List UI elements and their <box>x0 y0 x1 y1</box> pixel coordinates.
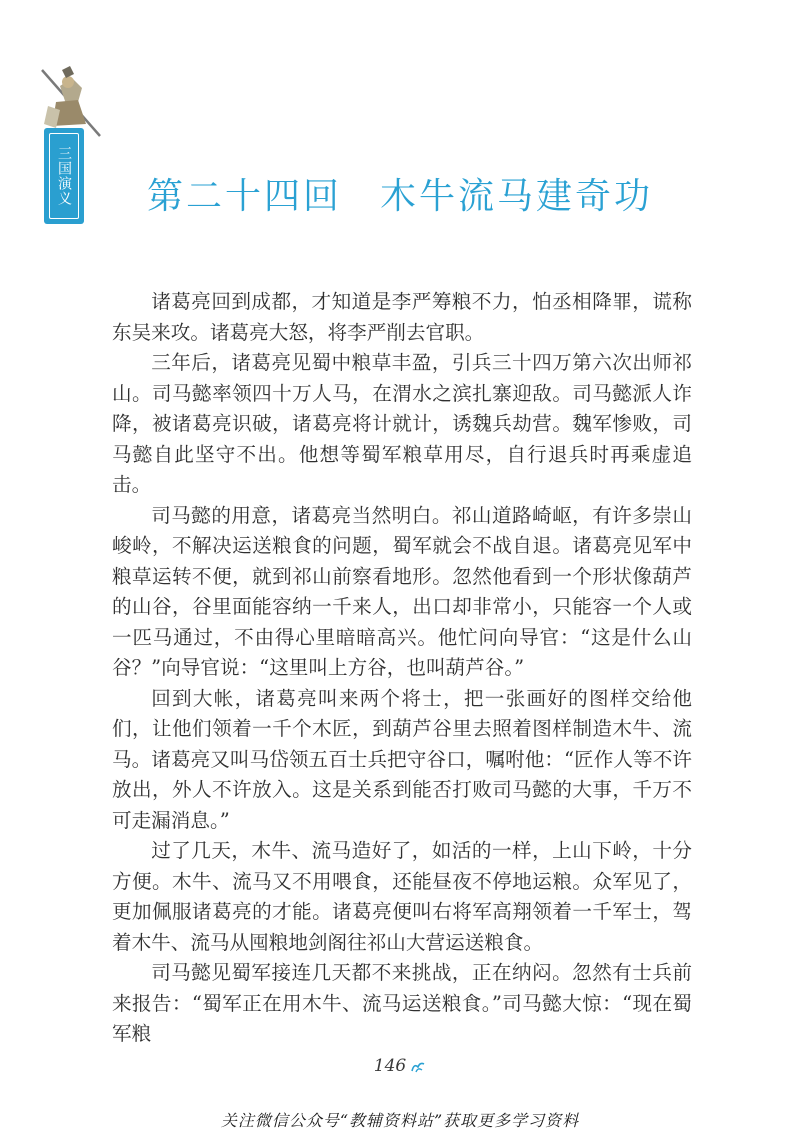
chapter-name: 木牛流马建奇功 <box>380 176 654 217</box>
page-number <box>0 1056 800 1076</box>
chapter-body <box>112 287 692 1050</box>
page-number-text: 146 <box>373 1056 407 1076</box>
chapter-title <box>0 168 800 219</box>
leaf-ornament-icon <box>410 1061 426 1073</box>
footer-note: 关注微信公众号“教辅资料站”获取更多学习资料 <box>220 1111 580 1130</box>
paragraph: 司马懿的用意，诸葛亮当然明白。祁山道路崎岖，有许多崇山峻岭，不解决运送粮食的问题，蜀军就会不战自退。诸葛亮见军中粮草运转不便，就到祁山前察看地形。忽然他看到一个形状像葫芦的山谷，谷里面能容纳一千来人，出口却非常小，只能容一个人或一匹马通过，不由得心里暗暗高兴。他忙问向导官：“这是什么山谷？”向导官说：“这里叫上方谷，也叫葫芦谷。” <box>112 503 692 679</box>
series-tab-label: 三国演义 <box>56 146 72 206</box>
chapter-number: 第二十四回 <box>146 176 342 217</box>
paragraph: 过了几天，木牛、流马造好了，如活的一样，上山下岭，十分方便。木牛、流马又不用喂食，还能昼夜不停地运粮。众军见了，更加佩服诸葛亮的才能。诸葛亮便叫右将军高翔领着一千军士，驾着木牛、流马从囤粮地剑阁往祁山大营运送粮食。 <box>112 839 692 954</box>
paragraph: 回到大帐，诸葛亮叫来两个将士，把一张画好的图样交给他们，让他们领着一千个木匠，到葫芦谷里去照着图样制造木牛、流马。诸葛亮又叫马岱领五百士兵把守谷口，嘱咐他：“匠作人等不许放出，外人不许放入。这是关系到能否打败司马懿的大事，千万不可走漏消息。” <box>112 686 692 832</box>
paragraph: 三年后，诸葛亮见蜀中粮草丰盈，引兵三十四万第六次出师祁山。司马懿率领四十万人马，在渭水之滨扎寨迎敌。司马懿派人诈降，被诸葛亮识破，诸葛亮将计就计，诱魏兵劫营。魏军惨败，司马懿自此坚守不出。他想等蜀军粮草用尽，自行退兵时再乘虚追击。 <box>112 351 692 496</box>
paragraph: 诸葛亮回到成都，才知道是李严筹粮不力，怕丞相降罪，谎称东吴来攻。诸葛亮大怒，将李严削去官职。 <box>112 290 692 344</box>
paragraph: 司马懿见蜀军接连几天都不来挑战，正在纳闷。忽然有士兵前来报告：“蜀军正在用木牛、流马运送粮食。”司马懿大惊：“现在蜀军粮 <box>112 961 692 1045</box>
